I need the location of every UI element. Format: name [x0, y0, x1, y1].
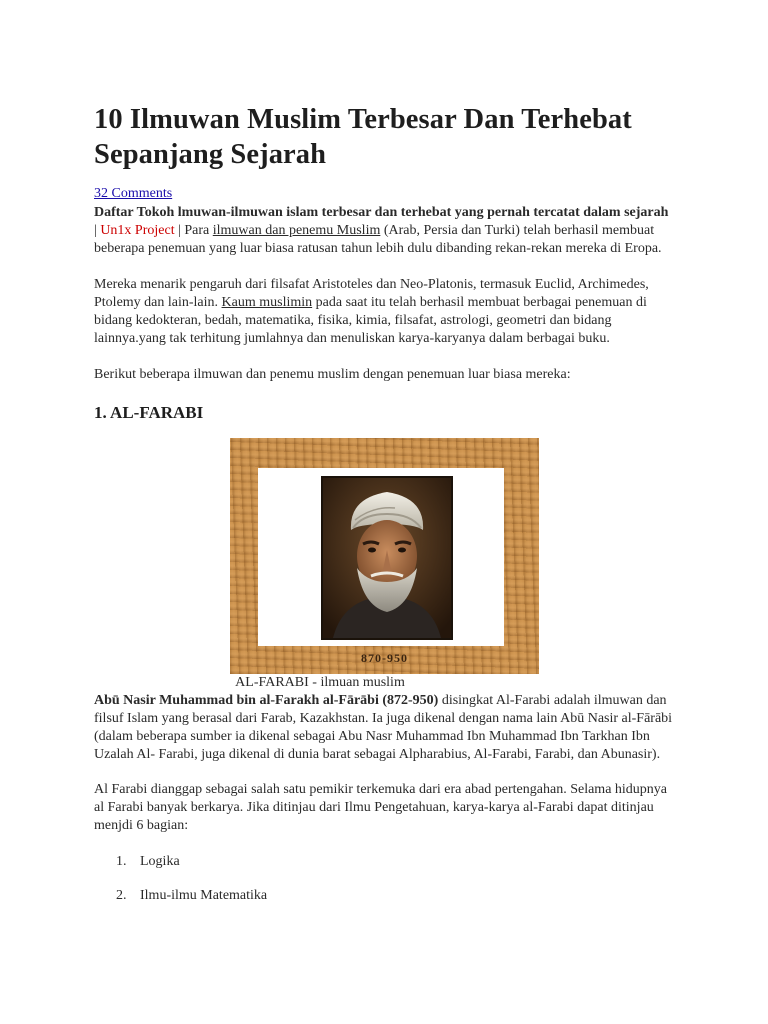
intro-separator: | [94, 223, 101, 238]
figure-years-label: 870-950 [361, 651, 408, 665]
figure-caption: AL-FARABI - ilmuan muslim [235, 675, 405, 690]
brand-link[interactable]: Un1x Project [100, 223, 175, 238]
article-title: 10 Ilmuwan Muslim Terbesar Dan Terhebat Sepanjang Sejarah [94, 104, 632, 170]
intro-paragraph [94, 204, 674, 258]
comments-link[interactable]: 32 Comments [94, 186, 173, 201]
works-list [94, 853, 674, 905]
al-farabi-figure [230, 438, 539, 674]
influence-before: Mereka menarik pengaruh dari filsafat Aristoteles dan Neo-Platonis, termasuk Euclid, Archimedes, Ptolemy dan lain-lain. [94, 277, 649, 310]
al-farabi-bio-rest: disingkat Al-Farabi adalah ilmuwan dan filsuf Islam yang berasal dari Farab, Kazakhstan. Ia juga dikenal dengan nama lain Abū Nasir al-Fārābi (dalam beberapa sumber ia dikenal sebagai Abu Nasr Muhammad Ibn Muhammad Ibn Tarkhan Ibn Uzalah Al- Farabi, juga dikenal di dunia barat sebagai Alpharabius, Al-Farabi, Farabi, dan Abunasir). [94, 693, 673, 762]
list-item [94, 853, 674, 871]
kaum-muslimin-link[interactable]: Kaum muslimin [221, 295, 313, 310]
intro-separator-2: | Para [174, 223, 213, 238]
intro-rest: (Arab, Persia dan Turki) telah berhasil membuat beberapa penemuan yang luar biasa ratusan tahun lebih dulu dibanding rekan-rekan mereka di Eropa. [94, 223, 662, 256]
article [94, 102, 674, 921]
list-item-label: Ilmu-ilmu Matematika [140, 888, 268, 903]
intro-bold-lead: Daftar Tokoh lmuwan-ilmuwan islam terbesar dan terhebat yang pernah tercatat dalam sejarah [94, 205, 669, 220]
list-item-number: 2. [116, 888, 127, 903]
influence-after: pada saat itu telah berhasil membuat berbagai penemuan di bidang kedokteran, bedah, matematika, fisika, kimia, filsafat, astrologi, geometri dan bidang lainnya.yang tak terhitung jumlahnya dan menuliskan karya-karyanya dalam berbagai buku. [94, 295, 647, 346]
list-item-label: Logika [140, 854, 180, 869]
muslim-scientists-link[interactable]: ilmuwan dan penemu Muslim [212, 223, 381, 238]
al-farabi-portrait [321, 476, 453, 640]
influence-paragraph [94, 276, 674, 348]
al-farabi-works-paragraph: Al Farabi dianggap sebagai salah satu pemikir terkemuka dari era abad pertengahan. Selama hidupnya al Farabi banyak berkarya. Jika ditinjau dari Ilmu Pengetahuan, karya-karya al-Farabi dapat ditinjau menjdi 6 bagian: [94, 782, 668, 833]
al-farabi-full-name: Abū Nasir Muhammad bin al-Farakh al-Fārābi (872-950) [94, 693, 439, 708]
al-farabi-bio-paragraph [94, 692, 674, 764]
figure-mat [258, 468, 504, 646]
portrait-illustration [323, 478, 451, 638]
list-item [94, 887, 674, 905]
section-heading-al-farabi: 1. AL-FARABI [94, 403, 204, 422]
berikut-paragraph: Berikut beberapa ilmuwan dan penemu muslim dengan penemuan luar biasa mereka: [94, 367, 571, 382]
list-item-number: 1. [116, 854, 127, 869]
